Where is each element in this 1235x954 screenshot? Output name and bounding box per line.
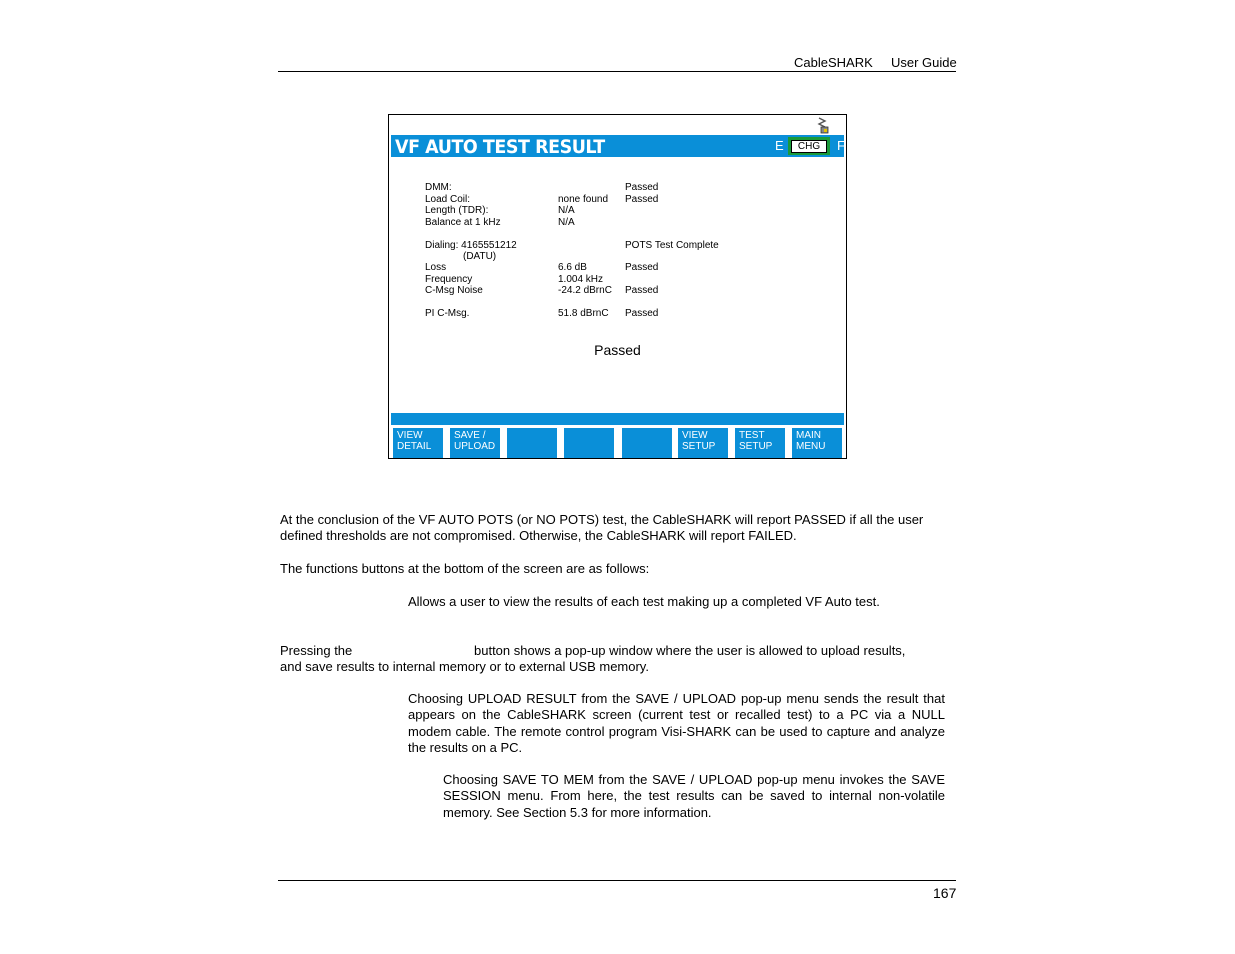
header-rule — [278, 71, 956, 72]
overall-result: Passed — [594, 342, 641, 358]
fkey-line2: DETAIL — [397, 441, 432, 452]
fkey-line1: VIEW — [682, 430, 708, 441]
result-value: 6.6 dB — [558, 262, 587, 273]
page-number: 167 — [933, 885, 957, 901]
fkey-test-setup[interactable] — [735, 428, 785, 458]
result-label: Frequency — [425, 274, 473, 285]
fkey-line2: UPLOAD — [454, 441, 496, 452]
fkey-line1: SAVE / — [454, 430, 486, 441]
fkey-line1: TEST — [739, 430, 765, 441]
fkey-line2: MENU — [796, 441, 826, 452]
header-guide: User Guide — [891, 55, 957, 70]
header-product: CableSHARK — [794, 55, 873, 70]
result-value: N/A — [558, 217, 575, 228]
result-status: Passed — [625, 308, 659, 319]
result-status: Passed — [625, 285, 659, 296]
result-label: Dialing: 4165551212 — [425, 240, 517, 251]
battery-e-label: E — [775, 138, 784, 153]
fkey-view-detail[interactable] — [393, 428, 443, 458]
result-label: Load Coil: — [425, 194, 471, 205]
paragraph-view-detail: Allows a user to view the results of each test making up a completed VF Auto test. — [408, 594, 880, 609]
result-label: DMM: — [425, 182, 452, 193]
battery-chg-label: CHG — [791, 140, 827, 153]
result-status: Passed — [625, 194, 659, 205]
result-status: Passed — [625, 182, 659, 193]
fkey-blank-4[interactable] — [564, 428, 614, 458]
fkey-line2: SETUP — [682, 441, 716, 452]
result-label: Balance at 1 kHz — [425, 217, 501, 228]
paragraph-save-results: and save results to internal memory or to external USB memory. — [280, 659, 649, 674]
fkey-save-upload[interactable] — [450, 428, 500, 458]
result-label: PI C-Msg. — [425, 308, 470, 319]
title-bar — [391, 135, 844, 157]
paragraph-upload-result: Choosing UPLOAD RESULT from the SAVE / UPLOAD pop-up menu sends the result that appears on the CableSHARK screen (current test or recalled test) to a PC via a NULL modem cable. The remote control program Visi-SHARK can be used to capture and analyze the results on a PC. — [408, 691, 945, 756]
result-label: Loss — [425, 262, 447, 273]
fkey-blank-3[interactable] — [507, 428, 557, 458]
status-bar — [391, 413, 844, 425]
result-status: Passed — [625, 262, 659, 273]
screen-title: VF AUTO TEST RESULT — [395, 136, 605, 158]
result-label: Length (TDR): — [425, 205, 489, 216]
paragraph-pressing: Pressing the — [280, 643, 353, 658]
result-value: none found — [558, 194, 609, 205]
result-value: -24.2 dBrnC — [558, 285, 612, 296]
paragraph-conclusion: At the conclusion of the VF AUTO POTS (or NO POTS) test, the CableSHARK will report PASSED if all the user defined thresholds are not compromised. Otherwise, the CableSHARK will report FAILED. — [280, 512, 924, 544]
result-value: 1.004 kHz — [558, 274, 604, 285]
fkey-line1: MAIN — [796, 430, 821, 441]
device-screen — [388, 114, 847, 459]
result-value: N/A — [558, 205, 575, 216]
battery-indicator — [788, 137, 830, 155]
fkey-blank-5[interactable] — [622, 428, 672, 458]
plug-icon — [813, 117, 831, 135]
result-value: 51.8 dBrnC — [558, 308, 609, 319]
fkey-main-menu[interactable] — [792, 428, 842, 458]
paragraph-functions-intro: The functions buttons at the bottom of the screen are as follows: — [280, 561, 650, 576]
fkey-line1: VIEW — [397, 430, 423, 441]
result-label: C-Msg Noise — [425, 285, 483, 296]
footer-rule — [278, 880, 956, 881]
fkey-line2: SETUP — [739, 441, 773, 452]
result-label: (DATU) — [463, 251, 497, 262]
paragraph-save-to-mem: Choosing SAVE TO MEM from the SAVE / UPLOAD pop-up menu invokes the SAVE SESSION menu. From here, the test results can be saved to internal non-volatile memory. See Section 5.3 for more information. — [443, 772, 945, 820]
paragraph-popup: button shows a pop-up window where the user is allowed to upload results, — [474, 643, 906, 658]
fkey-view-setup[interactable] — [678, 428, 728, 458]
battery-f-label: F — [837, 138, 845, 153]
result-status: POTS Test Complete — [625, 240, 719, 251]
